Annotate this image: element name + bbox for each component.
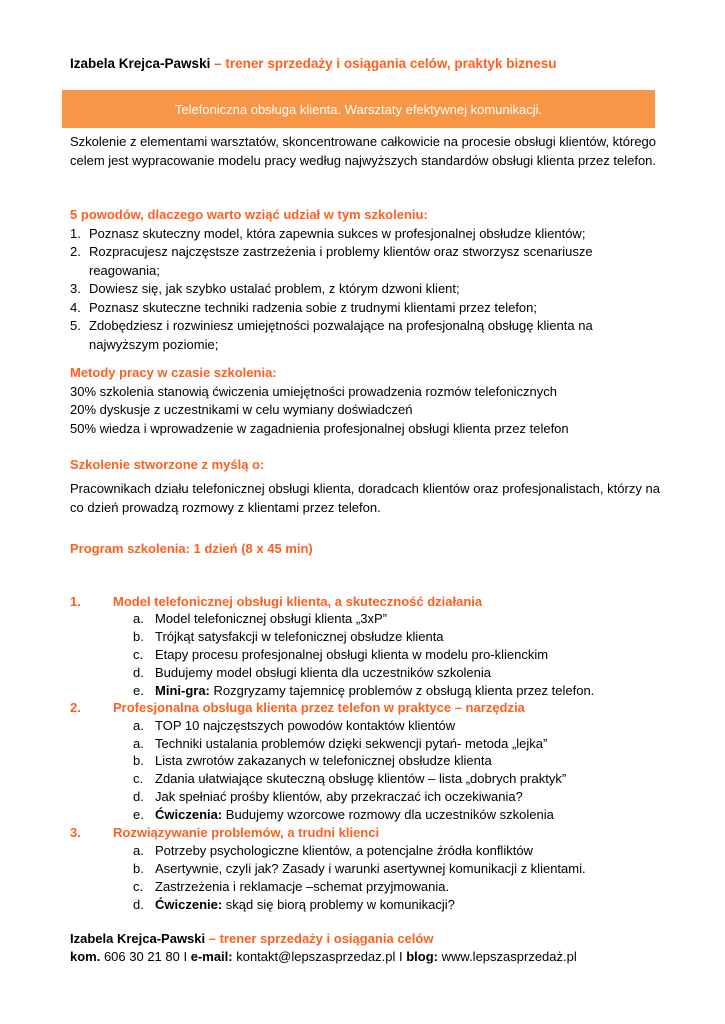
author-role: – trener sprzedaży i osiągania celów, praktyk biznesu: [210, 56, 557, 71]
subitem-text: skąd się biorą problemy w komunikacji?: [222, 897, 455, 912]
subitem-bold-label: Mini-gra:: [155, 683, 210, 698]
footer-author-role: – trener sprzedaży i osiągania celów: [205, 931, 434, 946]
blog-colon: :: [433, 949, 439, 964]
footer-contact: [70, 949, 577, 964]
subitem-letter: d.: [133, 897, 144, 912]
reasons-list: [70, 225, 660, 355]
subitem-text: Zdania ułatwiające skuteczną obsługę klientów – lista „dobrych praktyk”: [155, 771, 567, 786]
author-header: [70, 56, 556, 71]
subitem-text: Etapy procesu profesjonalnej obsługi klienta w modelu pro-klienckim: [155, 647, 549, 662]
subitem-letter: e.: [133, 807, 144, 822]
document-title: Telefoniczna obsługa klienta. Warsztaty efektywnej komunikacji.: [174, 101, 543, 117]
audience-heading: Szkolenie stworzone z myślą o:: [70, 457, 265, 472]
subitem-letter: d.: [133, 789, 144, 804]
blog-url[interactable]: www.lepszasprzedaż.pl: [438, 949, 577, 964]
reasons-heading: 5 powodów, dlaczego warto wziąć udział w tym szkoleniu:: [70, 207, 428, 222]
subitem-text: Model telefonicznej obsługi klienta „3xP”: [155, 611, 387, 626]
subitem-letter: e.: [133, 683, 144, 698]
reason-item: [70, 299, 660, 318]
method-line: 50% wiedza i wprowadzenie w zagadnienia profesjonalnej obsługi klienta przez telefon: [70, 420, 569, 436]
subitem-text: Trójkąt satysfakcji w telefonicznej obsłudze klienta: [155, 629, 444, 644]
subitem-text: Techniki ustalania problemów dzięki sekwencji pytań- metoda „lejka”: [155, 736, 548, 751]
subitem-letter: b.: [133, 629, 144, 644]
footer-author: [70, 931, 433, 946]
audience-text: Pracownikach działu telefonicznej obsługi klienta, doradcach klientów oraz profesjonalistach, którzy na co dzień prowadzą rozmowy z klientami przez telefon.: [70, 481, 660, 515]
blog-label: blog: [406, 949, 434, 964]
section-title: Model telefonicznej obsługi klienta, a skuteczność działania: [113, 594, 483, 609]
reason-item: [70, 225, 660, 244]
subitem-letter: c.: [133, 879, 144, 894]
methods-heading: Metody pracy w czasie szkolenia:: [70, 365, 277, 380]
subitem-text: Rozgryzamy tajemnicę problemów z obsługą klienta przez telefon.: [209, 683, 595, 698]
subitem-text: Budujemy model obsługi klienta dla uczestników szkolenia: [155, 665, 492, 680]
subitem-letter: c.: [133, 647, 144, 662]
reason-text: Rozpracujesz najczęstsze zastrzeżenia i problemy klientów oraz stworzysz scenariusze reagowania;: [89, 244, 593, 278]
title-banner: [62, 90, 655, 128]
intro-paragraph: Szkolenie z elementami warsztatów, skoncentrowane całkowicie na procesie obsługi klientów, którego celem jest wypracowanie modelu pracy według najwyższych standardów obsługi klienta przez telefon.: [70, 134, 657, 168]
reason-text: Poznasz skuteczne techniki radzenia sobie z trudnymi klientami przez telefon;: [89, 299, 537, 315]
subitem-letter: d.: [133, 665, 144, 680]
section-number: 1.: [70, 594, 81, 609]
subitem-bold-label: Ćwiczenie:: [155, 897, 223, 912]
subitem-letter: a.: [133, 736, 144, 751]
reason-number: 2.: [70, 244, 81, 259]
reasons-section: [70, 206, 660, 354]
phone-label: kom.: [70, 949, 101, 964]
reason-number: 4.: [70, 299, 81, 315]
section-title: Rozwiązywanie problemów, a trudni klienci: [113, 825, 380, 840]
reason-item: [70, 243, 660, 280]
subitem-text: TOP 10 najczęstszych powodów kontaktów klientów: [155, 718, 456, 733]
subitem-letter: a.: [133, 843, 144, 858]
reason-number: 3.: [70, 281, 81, 296]
subitem-text: Budujemy wzorcowe rozmowy dla uczestników szkolenia: [222, 807, 554, 822]
subitem-text: Zastrzeżenia i reklamacje –schemat przyjmowania.: [155, 879, 450, 894]
reason-number: 5.: [70, 318, 81, 333]
section-title: Profesjonalna obsługa klienta przez telefon w praktyce – narzędzia: [113, 700, 525, 715]
reason-number: 1.: [70, 225, 81, 241]
subitem-letter: a.: [133, 611, 144, 626]
program-heading: Program szkolenia: 1 dzień (8 x 45 min): [70, 541, 313, 556]
reason-item: [70, 280, 660, 299]
methods-section: [70, 364, 660, 438]
email-label: e-mail:: [190, 949, 233, 964]
subitem-letter: a.: [133, 718, 144, 733]
footer-author-name: Izabela Krejca-Pawski: [70, 931, 206, 946]
reason-text: Zdobędziesz i rozwiniesz umiejętności pozwalające na profesjonalną obsługę klienta na najwyższym poziomie;: [89, 318, 593, 352]
subitem-text: Asertywnie, czyli jak? Zasady i warunki asertywnej komunikacji z klientami.: [155, 861, 586, 876]
subitem-text: Lista zwrotów zakazanych w telefonicznej obsłudze klienta: [155, 753, 492, 768]
section-number: 2.: [70, 700, 81, 715]
author-name: Izabela Krejca-Pawski: [70, 56, 211, 71]
reason-text: Dowiesz się, jak szybko ustalać problem, z którym dzwoni klient;: [89, 281, 460, 296]
subitem-letter: b.: [133, 753, 144, 768]
method-line: 20% dyskusje z uczestnikami w celu wymiany doświadczeń: [70, 402, 413, 417]
subitem-text: Jak spełniać prośby klientów, aby przekraczać ich oczekiwania?: [155, 789, 523, 804]
subitem-letter: c.: [133, 771, 144, 786]
subitem-letter: b.: [133, 861, 144, 876]
reason-item: [70, 317, 660, 354]
phone-number: 606 30 21 80 I: [100, 949, 191, 964]
reason-text: Poznasz skuteczny model, która zapewnia sukces w profesjonalnej obsłudze klientów;: [89, 225, 586, 241]
method-line: 30% szkolenia stanowią ćwiczenia umiejętności prowadzenia rozmów telefonicznych: [70, 383, 558, 399]
subitem-bold-label: Ćwiczenia:: [155, 807, 223, 822]
subitem-text: Potrzeby psychologiczne klientów, a potencjalne źródła konfliktów: [155, 843, 533, 858]
section-number: 3.: [70, 825, 81, 840]
email-address[interactable]: kontakt@lepszasprzedaz.pl I: [232, 949, 407, 964]
